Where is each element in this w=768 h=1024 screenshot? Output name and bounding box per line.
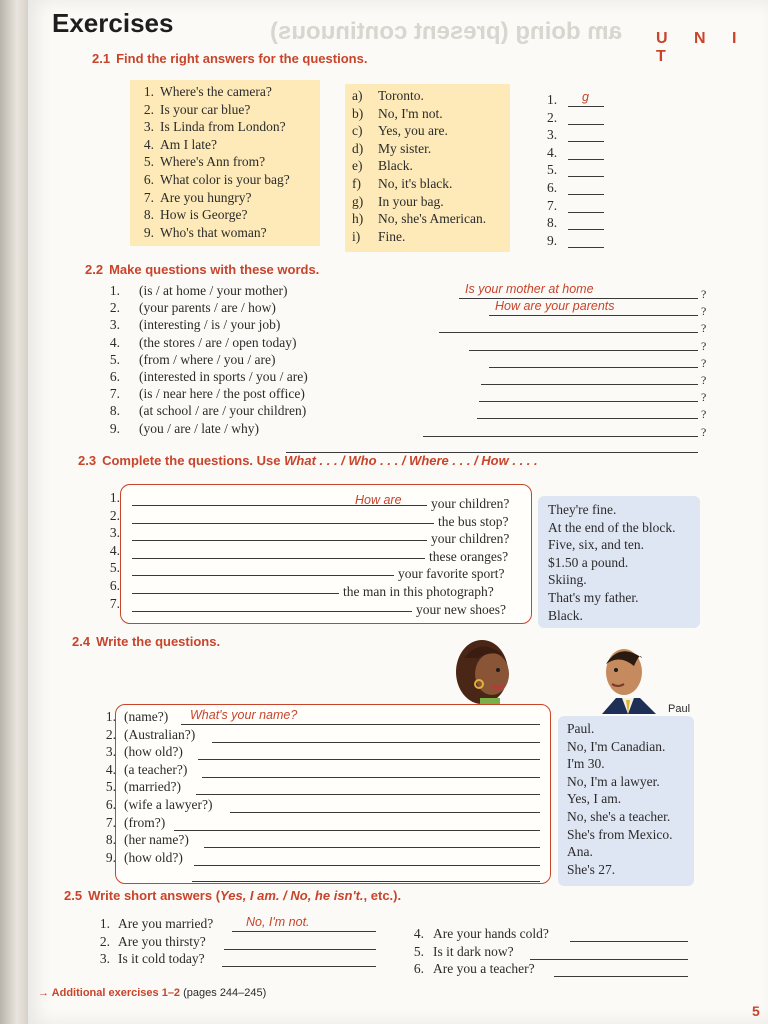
item-number — [100, 403, 126, 419]
answer-field[interactable] — [196, 794, 540, 795]
item-number — [100, 578, 126, 594]
answer-letter: c) — [352, 123, 363, 139]
item-number: 9. — [143, 224, 154, 240]
match-answer-field[interactable] — [568, 106, 604, 107]
question-item — [134, 190, 251, 206]
item-number: 4. — [109, 542, 120, 558]
question-text: Are your hands cold? — [433, 926, 549, 941]
prompt-text: (is / at home / your mother) — [139, 283, 288, 298]
item-number — [100, 317, 126, 333]
item-number: 5. — [413, 943, 424, 959]
unit-label: U N I T — [656, 30, 748, 65]
answer-item — [352, 194, 444, 210]
response-text: At the end of the block. — [548, 519, 676, 535]
question-text: How is George? — [160, 207, 248, 223]
prompt-text: (you / are / late / why) — [139, 420, 259, 436]
item-number — [100, 300, 126, 316]
answer-field[interactable] — [423, 436, 698, 437]
item-number: 3. — [109, 317, 120, 333]
question-text: Are you hungry? — [160, 189, 252, 205]
item-number: 1. — [99, 916, 110, 931]
item-number: 4. — [143, 136, 154, 152]
item-number — [100, 525, 126, 541]
answer-field[interactable] — [132, 540, 427, 541]
item-number: 7. — [105, 814, 116, 830]
question-text: Are you a teacher? — [433, 961, 535, 977]
answer-text: My sister. — [378, 140, 432, 156]
answer-text: No, I'm not. — [378, 105, 443, 121]
response-text: No, she's a teacher. — [567, 809, 671, 824]
response-text: Skiing. — [548, 572, 587, 588]
item-number: 2. — [99, 933, 110, 949]
item-number — [96, 744, 122, 760]
answer-field[interactable] — [530, 959, 688, 960]
response-text: Ana. — [567, 844, 593, 860]
question-item — [134, 137, 217, 153]
item-number: 2. — [143, 101, 154, 117]
question-mark: ? — [701, 424, 707, 439]
item-number — [96, 762, 122, 778]
prompt-text: (is / near here / the post office) — [139, 386, 305, 402]
match-answer-field[interactable] — [568, 212, 604, 213]
prompt-text: (name?) — [124, 709, 169, 724]
match-number: 6. — [547, 180, 558, 195]
item-number: 9. — [109, 420, 120, 436]
answer-item — [352, 211, 486, 227]
match-number: 8. — [547, 215, 558, 231]
question-text: Is it dark now? — [433, 943, 514, 959]
footer-pages: (pages 244–245) — [183, 987, 267, 999]
prompt-text: (her name?) — [124, 832, 189, 848]
match-number: 4. — [547, 144, 558, 160]
answer-letter: g) — [352, 193, 364, 209]
woman-illustration — [452, 636, 522, 712]
item-number: 5. — [143, 154, 154, 170]
prompt-text: (how old?) — [124, 849, 183, 865]
response-text: No, I'm a lawyer. — [567, 773, 660, 789]
question-ending: the man in this photograph? — [343, 584, 494, 599]
answer-letter: e) — [352, 158, 363, 174]
answer-text: Fine. — [378, 228, 406, 244]
answer-field[interactable] — [222, 966, 376, 967]
response-text: Yes, I am. — [567, 791, 622, 807]
answer-field[interactable] — [477, 418, 698, 419]
answer-field[interactable] — [204, 847, 540, 848]
footer-reference[interactable]: → Additional exercises 1–2 (pages 244–245) — [38, 987, 267, 999]
answer-field[interactable] — [212, 742, 540, 743]
question-mark: ? — [701, 304, 707, 319]
question-ending: your children? — [431, 496, 510, 511]
item-number — [90, 934, 116, 950]
answer-field[interactable] — [132, 523, 434, 524]
question-item — [134, 172, 290, 188]
item-number: 7. — [109, 595, 120, 611]
item-number — [96, 832, 122, 848]
response-text: That's my father. — [548, 590, 639, 605]
prompt-text: (a teacher?) — [124, 761, 188, 777]
question-text: What color is your bag? — [160, 172, 290, 187]
answer-field-extra[interactable] — [192, 881, 540, 882]
item-number — [100, 283, 126, 299]
match-answer-field[interactable] — [568, 247, 604, 248]
item-number — [100, 369, 126, 385]
match-number: 3. — [547, 127, 558, 143]
item-number — [96, 727, 122, 743]
page-title: Exercises — [52, 8, 174, 38]
answer-field[interactable] — [479, 401, 698, 402]
prompt-text: (from?) — [124, 814, 166, 830]
item-number — [100, 560, 126, 576]
item-number — [404, 944, 430, 960]
answer-field[interactable] — [174, 830, 540, 831]
item-number: 3. — [105, 744, 116, 760]
item-number: 6. — [105, 797, 116, 812]
answer-text: Black. — [378, 158, 413, 174]
item-number — [96, 797, 122, 813]
item-number: 7. — [143, 189, 154, 205]
section-2-4-heading: 2.4 Write the questions. — [72, 634, 221, 649]
question-text: Are you thirsty? — [118, 933, 206, 949]
person-label: Paul — [668, 703, 691, 715]
response-text: Five, six, and ten. — [548, 537, 644, 553]
response-text: She's 27. — [567, 861, 616, 877]
question-mark: ? — [701, 390, 707, 405]
item-number: 8. — [105, 832, 116, 848]
answer-field[interactable] — [230, 812, 540, 813]
question-mark: ? — [701, 355, 707, 370]
answer-item — [352, 88, 424, 104]
answer-field[interactable] — [181, 724, 540, 725]
prompt-text: (interested in sports / you / are) — [139, 369, 308, 384]
section-2-3-heading: 2.3 Complete the questions. Use What . . . / Who . . . / Where . . . / How . . . . — [78, 453, 538, 468]
question-text: Where's Ann from? — [160, 154, 266, 170]
item-number: 4. — [109, 334, 120, 350]
match-example: g — [582, 90, 589, 104]
question-ending: your children? — [431, 531, 510, 547]
match-number: 9. — [547, 232, 558, 248]
item-number: 5. — [109, 560, 120, 576]
item-number: 3. — [109, 525, 120, 541]
item-number — [404, 926, 430, 942]
question-text: Who's that woman? — [160, 224, 267, 240]
answer-letter: a) — [352, 88, 363, 103]
response-text: I'm 30. — [567, 756, 605, 772]
item-number — [96, 709, 122, 725]
item-number: 6. — [109, 578, 120, 593]
item-number: 3. — [99, 951, 110, 967]
response-text: $1.50 a pound. — [548, 554, 629, 570]
response-text: They're fine. — [548, 502, 617, 517]
answer-text: In your bag. — [378, 193, 444, 209]
answer-field[interactable] — [132, 593, 339, 594]
answer-text: No, it's black. — [378, 176, 453, 191]
paul-illustration — [596, 640, 660, 714]
answer-field[interactable] — [439, 332, 698, 333]
match-answer-field[interactable] — [568, 159, 604, 160]
question-mark: ? — [701, 321, 707, 336]
page-number: 5 — [752, 1003, 760, 1019]
item-number — [100, 596, 126, 612]
prompt-text: (wife a lawyer?) — [124, 797, 213, 812]
item-number — [96, 815, 122, 831]
answer-field[interactable] — [570, 941, 688, 942]
item-number: 2. — [109, 300, 120, 316]
prompt-text: (how old?) — [124, 744, 183, 760]
item-number: 5. — [109, 351, 120, 367]
item-number: 4. — [413, 926, 424, 941]
prompt-text: (your parents / are / how) — [139, 300, 276, 316]
answer-item — [352, 141, 431, 157]
item-number: 6. — [413, 961, 424, 977]
match-number: 2. — [547, 109, 558, 125]
answer-item — [352, 176, 452, 192]
question-item — [134, 84, 272, 100]
response-text: She's from Mexico. — [567, 826, 673, 842]
response-text: No, I'm Canadian. — [567, 738, 666, 754]
item-number — [90, 951, 116, 967]
question-mark: ? — [701, 287, 707, 301]
question-text: Are you married? — [118, 916, 214, 931]
filled-answer: How are your parents — [495, 299, 615, 314]
item-number: 3. — [143, 119, 154, 135]
item-number: 8. — [143, 207, 154, 223]
question-ending: your new shoes? — [416, 601, 506, 617]
item-number — [100, 386, 126, 402]
answer-letter: i) — [352, 228, 361, 244]
item-number: 5. — [105, 779, 116, 795]
item-number — [100, 490, 126, 506]
answer-item — [352, 229, 405, 245]
section-2-2-heading: 2.2 Make questions with these words. — [85, 262, 320, 277]
item-number: 6. — [143, 172, 154, 187]
item-number: 1. — [105, 709, 116, 724]
question-text: Is it cold today? — [118, 951, 205, 967]
question-text: Where's the camera? — [160, 84, 272, 99]
question-item — [134, 102, 250, 118]
item-number: 1. — [109, 283, 120, 298]
question-text: Is Linda from London? — [160, 119, 286, 135]
question-ending: your favorite sport? — [398, 566, 505, 582]
answer-field[interactable] — [489, 315, 698, 316]
question-item — [134, 154, 265, 170]
answer-letter: f) — [352, 176, 361, 191]
question-ending: the bus stop? — [438, 513, 509, 529]
answer-field[interactable] — [202, 777, 540, 778]
answer-field[interactable] — [489, 367, 698, 368]
section-2-1-heading: 2.1 Find the right answers for the questions. — [92, 51, 368, 66]
answer-field[interactable] — [224, 949, 376, 950]
answer-text: Toronto. — [378, 88, 424, 103]
answer-field[interactable] — [132, 575, 394, 576]
filled-answer: Is your mother at home — [465, 282, 594, 296]
match-answer-field[interactable] — [568, 229, 604, 230]
item-number: 1. — [143, 84, 154, 99]
example-answer: What's your name? — [190, 708, 298, 722]
question-mark: ? — [701, 338, 707, 353]
section-2-5-heading: 2.5 Write short answers (Yes, I am. / No, he isn't., etc.). — [64, 888, 402, 903]
item-number: 4. — [105, 761, 116, 777]
example-answer: How are — [355, 493, 402, 507]
item-number — [100, 543, 126, 559]
item-number: 2. — [109, 507, 120, 523]
response-text: Paul. — [567, 721, 595, 736]
item-number — [100, 352, 126, 368]
answer-item — [352, 106, 443, 122]
match-number: 1. — [547, 92, 558, 107]
question-ending: these oranges? — [429, 548, 509, 564]
question-mark: ? — [701, 407, 707, 422]
book-gutter — [0, 0, 28, 1024]
show-through-text: am doing (present continuous) — [270, 18, 622, 45]
item-number — [100, 421, 126, 437]
match-number: 7. — [547, 197, 558, 213]
answer-item — [352, 123, 448, 139]
item-number: 8. — [109, 403, 120, 419]
answer-field[interactable] — [198, 759, 540, 760]
prompt-text: (the stores / are / open today) — [139, 334, 297, 350]
prompt-text: (Australian?) — [124, 726, 196, 742]
item-number — [100, 508, 126, 524]
match-answer-field[interactable] — [568, 124, 604, 125]
answer-field[interactable] — [481, 384, 698, 385]
question-text: Am I late? — [160, 136, 217, 152]
question-mark: ? — [701, 373, 707, 387]
answer-letter: d) — [352, 140, 364, 156]
question-item — [134, 207, 247, 223]
answer-field[interactable] — [554, 976, 688, 977]
match-answer-field[interactable] — [568, 141, 604, 142]
question-item — [134, 119, 286, 135]
question-item — [134, 225, 267, 241]
answer-field[interactable] — [469, 350, 698, 351]
item-number: 6. — [109, 369, 120, 384]
example-answer: No, I'm not. — [246, 915, 310, 929]
prompt-text: (married?) — [124, 779, 181, 795]
answer-letter: h) — [352, 211, 364, 227]
item-number: 2. — [105, 726, 116, 742]
additional-exercises-link[interactable]: Additional exercises 1–2 — [51, 987, 181, 999]
item-number — [96, 850, 122, 866]
answer-field[interactable] — [232, 931, 376, 932]
prompt-text: (from / where / you / are) — [139, 351, 276, 367]
answer-field[interactable] — [194, 865, 540, 866]
match-number: 5. — [547, 162, 558, 178]
response-text: Black. — [548, 607, 583, 623]
answer-field[interactable] — [132, 558, 425, 559]
item-number: 9. — [105, 849, 116, 865]
answer-text: No, she's American. — [378, 211, 487, 227]
question-text: Is your car blue? — [160, 101, 251, 117]
answer-field[interactable] — [132, 611, 412, 612]
item-number — [96, 779, 122, 795]
answer-letter: b) — [352, 105, 364, 121]
answer-text: Yes, you are. — [378, 123, 448, 139]
item-number — [404, 961, 430, 977]
match-answer-field[interactable] — [568, 194, 604, 195]
answer-item — [352, 158, 413, 174]
item-number — [90, 916, 116, 932]
match-answer-field[interactable] — [568, 176, 604, 177]
item-number: 7. — [109, 386, 120, 402]
item-number — [100, 335, 126, 351]
prompt-text: (at school / are / your children) — [139, 403, 307, 419]
item-number: 1. — [109, 490, 120, 505]
prompt-text: (interesting / is / your job) — [139, 317, 281, 333]
